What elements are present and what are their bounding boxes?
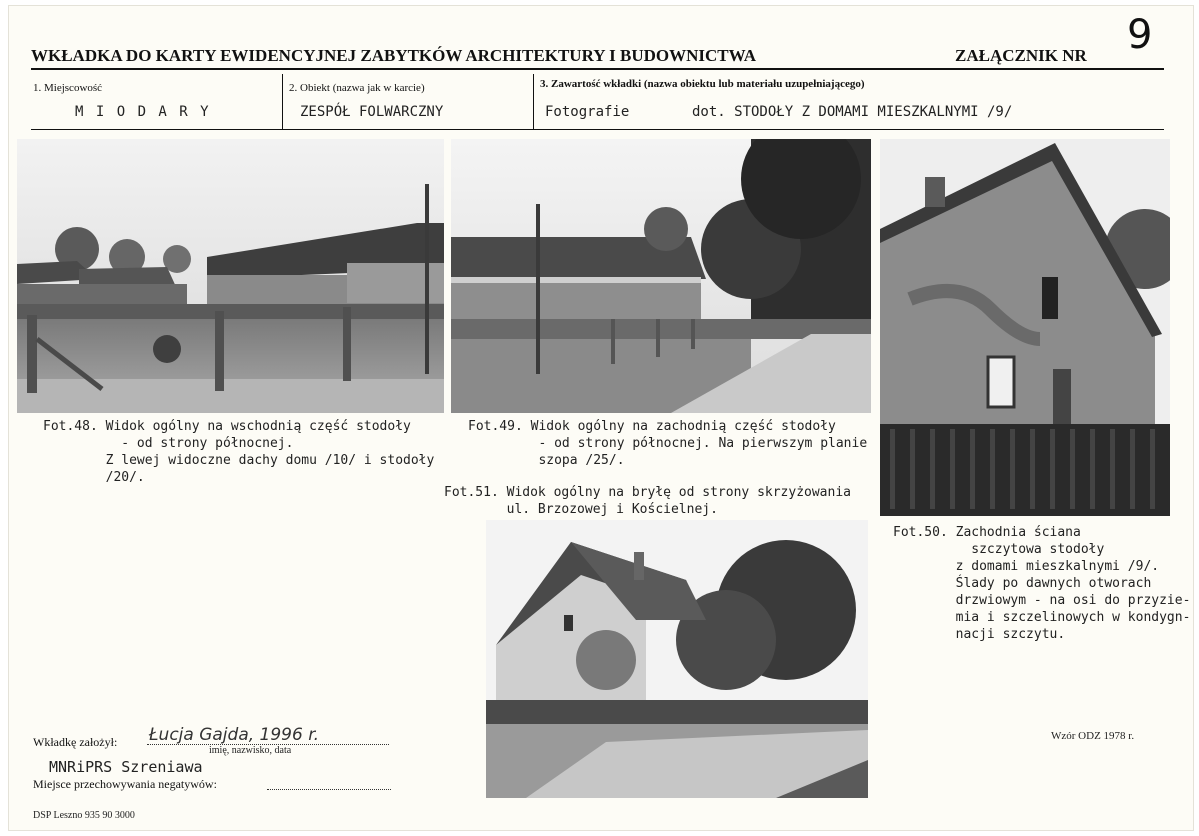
- storage-dotted-line: [267, 789, 391, 790]
- locality-label: 1. Miejscowość: [33, 82, 103, 94]
- author-sublabel: imię, nazwisko, data: [209, 745, 292, 756]
- content-label: 3. Zawartość wkładki (nazwa obiektu lub materiału uzupełniającego): [540, 78, 865, 90]
- photo-49: [451, 139, 871, 413]
- caption-fot49: Fot.49. Widok ogólny na zachodnią część stodoły - od strony północnej. Na pierwszym planie szopa /25/.: [468, 419, 868, 468]
- print-mark: DSP Leszno 935 90 3000: [33, 810, 135, 821]
- photo-51: [486, 520, 868, 798]
- author-value: Łucja Gajda, 1996 r.: [149, 725, 320, 745]
- photo-48: [17, 139, 444, 413]
- field-rule: [31, 129, 1164, 130]
- record-card: [9, 6, 1193, 830]
- annex-label: ZAŁĄCZNIK NR: [955, 46, 1087, 65]
- field-divider-2: [533, 74, 534, 130]
- caption-fot50: Fot.50. Zachodnia ściana szczytowa stodoły z domami mieszkalnymi /9/. Ślady po dawnych otworach drzwiowym - na osi do przyzie- mia i szczelinowych w kondygn- nacji szczytu.: [893, 525, 1191, 642]
- institution: MNRiPRS Szreniawa: [49, 758, 203, 776]
- author-label: Wkładkę założył:: [33, 735, 118, 749]
- object-label: 2. Obiekt (nazwa jak w karcie): [289, 82, 425, 94]
- caption-fot48: Fot.48. Widok ogólny na wschodnią część stodoły - od strony północnej. Z lewej widoczne dachy domu /10/ i stodoły /20/.: [43, 419, 435, 485]
- photo-50: [880, 139, 1170, 516]
- locality-value: M I O D A R Y: [75, 104, 211, 120]
- card-title: WKŁADKA DO KARTY EWIDENCYJNEJ ZABYTKÓW ARCHITEKTURY I BUDOWNICTWA: [31, 46, 757, 65]
- header-rule: [31, 68, 1164, 70]
- content-type: Fotografie: [545, 104, 630, 120]
- caption-fot51: Fot.51. Widok ogólny na bryłę od strony skrzyżowania ul. Brzozowej i Kościelnej.: [444, 485, 851, 517]
- storage-label: Miejsce przechowywania negatywów:: [33, 777, 217, 791]
- form-mark: Wzór ODZ 1978 r.: [1051, 730, 1135, 742]
- field-divider-1: [282, 74, 283, 130]
- object-value: ZESPÓŁ FOLWARCZNY: [300, 104, 444, 120]
- content-value: dot. STODOŁY Z DOMAMI MIESZKALNYMI /9/: [692, 104, 1013, 120]
- annex-number: 9: [1127, 12, 1153, 58]
